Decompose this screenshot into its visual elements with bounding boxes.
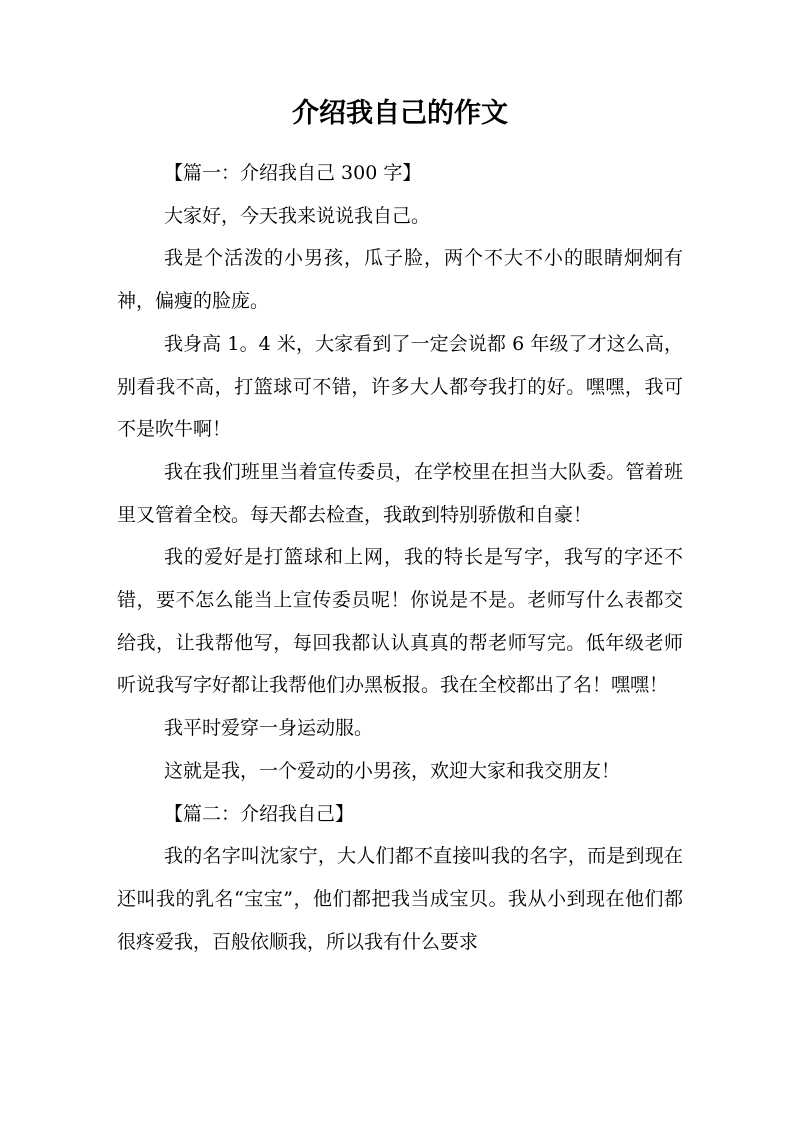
- paragraph: 我是个活泼的小男孩，瓜子脸，两个不大不小的眼睛炯炯有神，偏瘦的脸庞。: [117, 247, 683, 313]
- section-heading-2: 【篇二：介绍我自己】: [164, 802, 355, 825]
- section-heading-1: 【篇一：介绍我自己 300 字】: [164, 162, 422, 184]
- paragraph: 我的爱好是打篮球和上网，我的特长是写字，我写的字还不错，要不怎么能当上宣传委员呢！你说是不是。老师写什么表都交给我，让我帮他写，每回我都认认真真的帮老师写完。低年级老师听说我写字好都让我帮他们办黑板报。我在全校都出了名！嘿嘿！: [117, 546, 683, 697]
- paragraph: 这就是我，一个爱动的小男孩，欢迎大家和我交朋友！: [164, 759, 621, 782]
- paragraph: 我身高 1。4 米，大家看到了一定会说都 6 年级了才这么高，别看我不高，打篮球可不错，许多大人都夸我打的好。嘿嘿，我可不是吹牛啊！: [117, 332, 683, 441]
- paragraph: 大家好，今天我来说说我自己。: [164, 204, 431, 227]
- document-title: 介绍我自己的作文: [292, 98, 508, 129]
- paragraph: 我的名字叫沈家宁，大人们都不直接叫我的名字，而是到现在还叫我的乳名“宝宝”，他们都把我当成宝贝。我从小到现在他们都很疼爱我，百般依顺我，所以我有什么要求: [117, 845, 683, 953]
- paragraph: 我在我们班里当着宣传委员，在学校里在担当大队委。管着班里又管着全校。每天都去检查，我敢到特别骄傲和自豪！: [117, 460, 683, 526]
- document-body: [117, 152, 683, 963]
- paragraph: 我平时爱穿一身运动服。: [164, 717, 374, 740]
